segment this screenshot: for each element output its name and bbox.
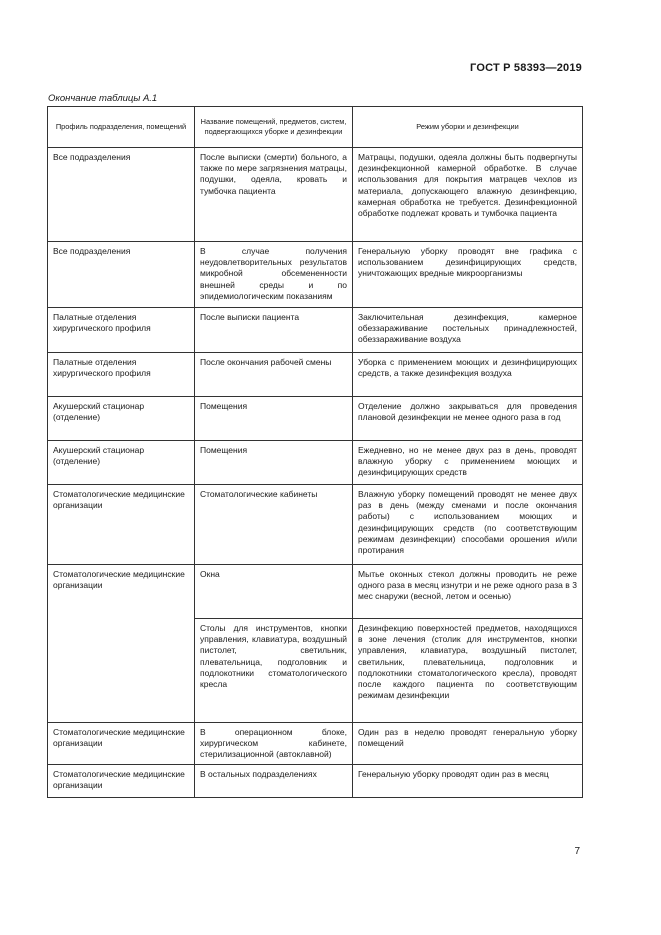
cell-profile: Все подразделения — [48, 148, 195, 242]
table-row — [48, 723, 583, 765]
header-mode: Режим уборки и дезинфекции — [353, 107, 583, 148]
table-row — [48, 765, 583, 798]
table-row — [48, 353, 583, 397]
cell-profile: Стоматологические медицинские организации — [48, 723, 195, 765]
cell-mode: Один раз в неделю проводят генеральную уборку помещений — [353, 723, 583, 765]
cell-profile: Палатные отделения хирургического профиля — [48, 308, 195, 353]
cell-object: В случае получения неудовлетворительных результатов микробной обсемененности внешней среды и по эпидемиологическим показаниям — [195, 242, 353, 308]
page-number: 7 — [574, 846, 580, 857]
cell-object: Помещения — [195, 441, 353, 485]
cell-object: Окна — [195, 565, 353, 619]
table-row — [48, 397, 583, 441]
cell-mode: Заключительная дезинфекция, камерное обеззараживание постельных принадлежностей, обеззараживание воздуха — [353, 308, 583, 353]
table-row — [48, 441, 583, 485]
cell-mode: Влажную уборку помещений проводят не менее двух раз в день (между сменами и после окончания работы) с использованием моющих и дезинфицирующих средств (по соответствующим режимам дезинфекции) способами орошения и/или протирания — [353, 485, 583, 565]
cell-object: После выписки (смерти) больного, а также по мере загрязнения матрацы, подушки, одеяла, кровать и тумбочка пациента — [195, 148, 353, 242]
table-caption: Окончание таблицы А.1 — [48, 93, 158, 104]
cell-profile: Стоматологические медицинские организации — [48, 565, 195, 723]
table-row — [48, 148, 583, 242]
cell-object: В остальных подразделениях — [195, 765, 353, 798]
cell-mode: Ежедневно, но не менее двух раз в день, проводят влажную уборку с применением моющих и дезинфицирующих средств — [353, 441, 583, 485]
disinfection-table — [47, 106, 583, 798]
cell-object: После выписки пациента — [195, 308, 353, 353]
cell-object: Помещения — [195, 397, 353, 441]
cell-mode: Матрацы, подушки, одеяла должны быть подвергнуты дезинфекционной камерной обработке. В случае использования для покрытия матрацев чехлов из материала, допускающего влажную дезинфекцию, камерная обработка не требуется. Дезинфекционной обработке подлежат кровать и тумбочка пациента — [353, 148, 583, 242]
cell-mode: Отделение должно закрываться для проведения плановой дезинфекции не менее одного раза в год — [353, 397, 583, 441]
cell-object: Столы для инструментов, кнопки управления, клавиатура, воздушный пистолет, светильник, плевательница, подголовник и подлокотники стоматологического кресла — [195, 619, 353, 723]
cell-mode: Генеральную уборку проводят один раз в месяц — [353, 765, 583, 798]
cell-profile: Акушерский стационар (отделение) — [48, 397, 195, 441]
header-object: Название помещений, предметов, систем, подвергающихся уборке и дезинфекции — [195, 107, 353, 148]
cell-profile: Стоматологические медицинские организации — [48, 485, 195, 565]
cell-object: В операционном блоке, хирургическом кабинете, стерилизационной (автоклавной) — [195, 723, 353, 765]
cell-profile: Палатные отделения хирургического профиля — [48, 353, 195, 397]
table-row — [48, 565, 583, 619]
cell-object: После окончания рабочей смены — [195, 353, 353, 397]
cell-profile: Акушерский стационар (отделение) — [48, 441, 195, 485]
header-profile: Профиль подразделения, помещений — [48, 107, 195, 148]
table-row — [48, 242, 583, 308]
cell-profile: Все подразделения — [48, 242, 195, 308]
cell-mode: Генеральную уборку проводят вне графика с использованием дезинфицирующих средств, уничтожающих вредные микроорганизмы — [353, 242, 583, 308]
cell-mode: Дезинфекцию поверхностей предметов, находящихся в зоне лечения (столик для инструментов, кнопки управления, клавиатура, воздушный пистолет, светильник, плевательница, подголовник и подлокотники стоматологического кресла), проводят после каждого пациента по соответствующим режимам дезинфекции — [353, 619, 583, 723]
table-row — [48, 308, 583, 353]
table-row — [48, 485, 583, 565]
cell-profile: Стоматологические медицинские организации — [48, 765, 195, 798]
cell-object: Стоматологические кабинеты — [195, 485, 353, 565]
table-header-row — [48, 107, 583, 148]
standard-code: ГОСТ Р 58393—2019 — [470, 62, 582, 74]
cell-mode: Уборка с применением моющих и дезинфицирующих средств, а также дезинфекция воздуха — [353, 353, 583, 397]
cell-mode: Мытье оконных стекол должны проводить не реже одного раза в месяц изнутри и не реже одного раза в 3 мес снаружи (весной, летом и осенью) — [353, 565, 583, 619]
